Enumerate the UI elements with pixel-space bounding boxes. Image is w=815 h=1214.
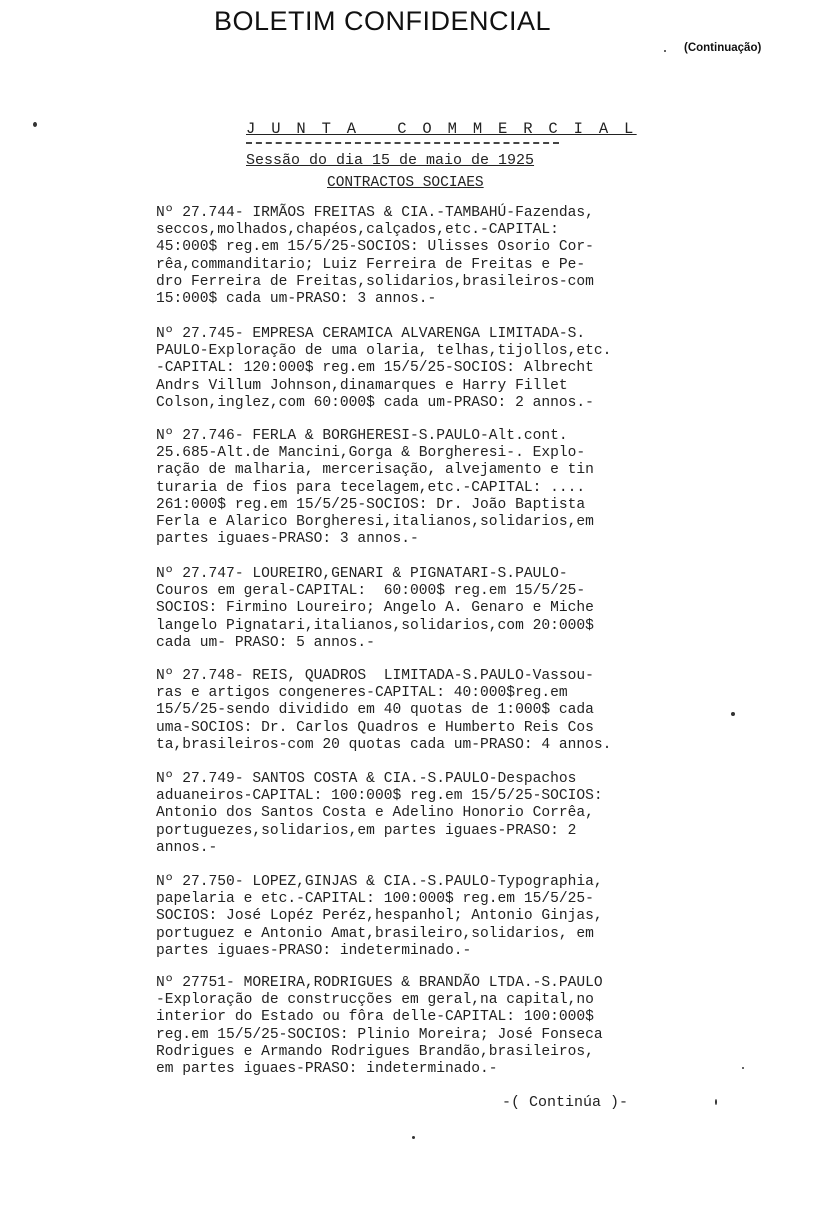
contract-entry — [156, 326, 686, 412]
entry-line: turaria de fios para tecelagem,etc.-CAPITAL: .... — [156, 479, 586, 496]
scan-speck — [412, 1136, 415, 1139]
entry-line: Nº 27.748- REIS, QUADROS LIMITADA-S.PAULO-Vassou- — [156, 668, 594, 684]
entry-line: cada um- PRASO: 5 annos.- — [156, 634, 375, 651]
entry-line: Couros em geral-CAPITAL: 60:000$ reg.em 15/5/25- — [156, 583, 586, 600]
entry-line: Nº 27.744- IRMÃOS FREITAS & CIA.-TAMBAHÚ-Fazendas, — [156, 205, 594, 221]
contract-entry — [156, 874, 686, 960]
entry-line: em partes iguaes-PRASO: indeterminado.- — [156, 1060, 498, 1077]
session-date: Sessão do dia 15 de maio de 1925 — [246, 152, 535, 169]
entry-line: SOCIOS: José Lopéz Peréz,hespanhol; Antonio Ginjas, — [156, 908, 603, 925]
entry-line: uma-SOCIOS: Dr. Carlos Quadros e Humberto Reis Cos — [156, 719, 594, 736]
entry-line: Ferla e Alarico Borgheresi,italianos,solidarios,em — [156, 513, 594, 530]
entry-line: aduaneiros-CAPITAL: 100:000$ reg.em 15/5/25-SOCIOS: — [156, 788, 603, 805]
entry-line: ta,brasileiros-com 20 quotas cada um-PRASO: 4 annos. — [156, 736, 612, 753]
bulletin-title: BOLETIM CONFIDENCIAL — [214, 6, 552, 36]
entry-line: SOCIOS: Firmino Loureiro; Angelo A. Genaro e Miche — [156, 600, 594, 617]
scan-speck — [664, 50, 666, 52]
entry-line: -Exploração de construcções em geral,na capital,no — [156, 992, 594, 1009]
entry-line: 45:000$ reg.em 15/5/25-SOCIOS: Ulisses Osorio Cor- — [156, 239, 594, 256]
scan-speck — [742, 1067, 744, 1069]
entry-line: PAULO-Exploração de uma olaria, telhas,tijollos,etc. — [156, 343, 612, 360]
section-heading: J U N T A C O M M E R C I A L — [246, 120, 637, 138]
scan-speck — [33, 122, 37, 127]
entry-line: Nº 27.747- LOUREIRO,GENARI & PIGNATARI-S.PAULO- — [156, 566, 568, 582]
entry-line: partes iguaes-PRASO: indeterminado.- — [156, 942, 472, 959]
entry-line: interior do Estado ou fôra delle-CAPITAL: 100:000$ — [156, 1009, 594, 1026]
contract-entry — [156, 566, 686, 652]
entry-line: Antonio dos Santos Costa e Adelino Honorio Corrêa, — [156, 805, 594, 822]
contract-entry — [156, 668, 686, 754]
contract-entry — [156, 975, 686, 1078]
entry-line: ração de malharia, mercerisação, alvejamento e tin — [156, 462, 594, 479]
continuation-label: (Continuação) — [684, 42, 762, 54]
entry-line: Nº 27.745- EMPRESA CERAMICA ALVARENGA LIMITADA-S. — [156, 326, 586, 342]
entry-line: 25.685-Alt.de Mancini,Gorga & Borgheresi-. Explo- — [156, 445, 586, 462]
section-subheading: CONTRACTOS SOCIAES — [327, 175, 484, 191]
entry-line: partes iguaes-PRASO: 3 annos.- — [156, 531, 419, 548]
scan-speck — [731, 712, 735, 716]
entry-line: Nº 27.749- SANTOS COSTA & CIA.-S.PAULO-Despachos — [156, 771, 577, 787]
entry-line: -CAPITAL: 120:000$ reg.em 15/5/25-SOCIOS: Albrecht — [156, 360, 594, 377]
entry-line: Colson,inglez,com 60:000$ cada um-PRASO: 2 annos.- — [156, 394, 594, 411]
contract-entry — [156, 771, 686, 857]
entry-line: reg.em 15/5/25-SOCIOS: Plinio Moreira; José Fonseca — [156, 1026, 603, 1043]
heading-dashed-rule — [246, 142, 559, 144]
entry-line: Nº 27.746- FERLA & BORGHERESI-S.PAULO-Alt.cont. — [156, 428, 568, 444]
entry-line: 15/5/25-sendo dividido em 40 quotas de 1:000$ cada — [156, 702, 594, 719]
entry-line: dro Ferreira de Freitas,solidarios,brasileiros-com — [156, 273, 594, 290]
entry-line: Nº 27751- MOREIRA,RODRIGUES & BRANDÃO LTDA.-S.PAULO — [156, 975, 603, 991]
entry-line: ras e artigos congeneres-CAPITAL: 40:000$reg.em — [156, 685, 568, 702]
entry-line: 261:000$ reg.em 15/5/25-SOCIOS: Dr. João Baptista — [156, 496, 586, 513]
entry-line: annos.- — [156, 839, 218, 856]
entry-line: Rodrigues e Armando Rodrigues Brandão,brasileiros, — [156, 1043, 594, 1060]
continued-marker: -( Continúa )- — [502, 1094, 629, 1111]
entry-line: Andrs Villum Johnson,dinamarques e Harry Fillet — [156, 377, 568, 394]
contract-entry — [156, 428, 686, 548]
entry-line: portuguezes,solidarios,em partes iguaes-PRASO: 2 — [156, 822, 577, 839]
contract-entry — [156, 205, 686, 308]
entry-line: seccos,molhados,chapéos,calçados,etc.-CAPITAL: — [156, 222, 559, 239]
entry-line: 15:000$ cada um-PRASO: 3 annos.- — [156, 290, 437, 307]
scan-speck — [715, 1099, 717, 1105]
entry-line: portuguez e Antonio Amat,brasileiro,solidarios, em — [156, 925, 594, 942]
entry-line: langelo Pignatari,italianos,solidarios,com 20:000$ — [156, 617, 594, 634]
entry-line: rêa,commanditario; Luiz Ferreira de Freitas e Pe- — [156, 256, 586, 273]
entry-line: Nº 27.750- LOPEZ,GINJAS & CIA.-S.PAULO-Typographia, — [156, 874, 603, 890]
entry-line: papelaria e etc.-CAPITAL: 100:000$ reg.em 15/5/25- — [156, 891, 594, 908]
